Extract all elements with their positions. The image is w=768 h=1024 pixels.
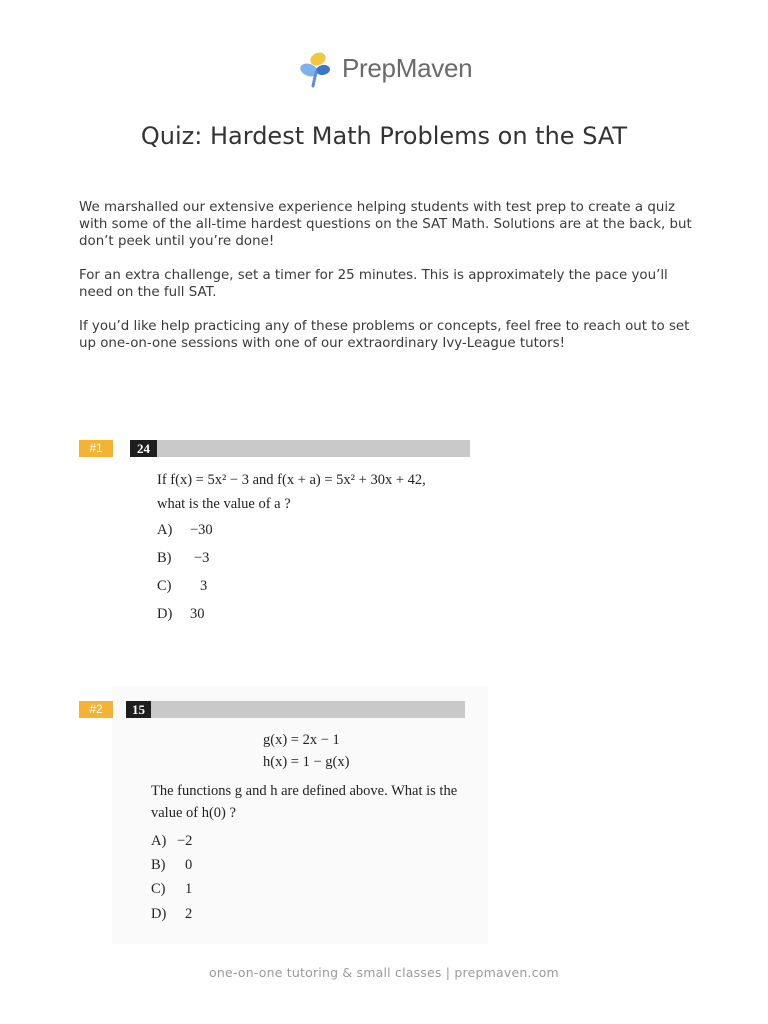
question-stem [151, 780, 457, 824]
question-stem-line: The functions g and h are defined above. What is the [151, 783, 458, 799]
answer-option [157, 522, 213, 539]
option-value: −2 [177, 833, 193, 849]
brand-logo [296, 48, 472, 88]
question-number-badge: #2 [79, 701, 113, 718]
option-label: C) [157, 578, 172, 594]
option-value: 30 [190, 606, 205, 622]
intro-text [79, 199, 699, 369]
prepmaven-logo-icon [296, 48, 336, 88]
page-title: Quiz: Hardest Math Problems on the SAT [140, 122, 628, 150]
option-label: B) [157, 550, 172, 566]
function-definition: g(x) = 2x − 1 [263, 732, 340, 748]
intro-paragraph: If you’d like help practicing any of these problems or concepts, feel free to reach out to set up one-on-one sessions with one of our extraordinary Ivy-League tutors! [79, 319, 690, 351]
question-header-bar [130, 440, 470, 457]
function-definitions [263, 729, 349, 773]
option-value: −3 [194, 550, 210, 566]
question-stem-line: value of h(0) ? [151, 805, 236, 821]
function-definition: h(x) = 1 − g(x) [263, 754, 350, 770]
question-stem-line: what is the value of a ? [157, 496, 291, 512]
intro-paragraph: For an extra challenge, set a timer for 25 minutes. This is approximately the pace you’ll need on the full SAT. [79, 268, 668, 300]
brand-name: PrepMaven [342, 52, 473, 83]
question-number-badge: #1 [79, 440, 113, 457]
question-id-badge: 15 [126, 701, 151, 718]
answer-option [157, 606, 205, 623]
option-value: 0 [185, 857, 193, 873]
option-value: 2 [185, 906, 193, 922]
option-value: 3 [200, 578, 208, 594]
question-stem-line: If f(x) = 5x² − 3 and f(x + a) = 5x² + 30x + 42, [157, 472, 426, 488]
question-id-badge: 24 [130, 440, 157, 457]
option-label: D) [151, 906, 167, 922]
page-footer: one-on-one tutoring & small classes | prepmaven.com [209, 965, 559, 980]
option-label: B) [151, 857, 166, 873]
answer-option [151, 906, 192, 923]
answer-option [151, 881, 192, 898]
intro-paragraph: We marshalled our extensive experience helping students with test prep to create a quiz with some of the all-time hardest questions on the SAT Math. Solutions are at the back, but don’t peek until you’re done! [79, 200, 692, 249]
option-label: A) [157, 522, 173, 538]
answer-option [157, 550, 209, 567]
option-label: A) [151, 833, 167, 849]
answer-option [151, 833, 192, 850]
answer-option [157, 578, 207, 595]
option-value: −30 [190, 522, 213, 538]
option-label: C) [151, 881, 166, 897]
question-header-bar [126, 701, 465, 718]
question-stem [157, 468, 426, 516]
answer-option [151, 857, 192, 874]
option-value: 1 [185, 881, 193, 897]
option-label: D) [157, 606, 173, 622]
